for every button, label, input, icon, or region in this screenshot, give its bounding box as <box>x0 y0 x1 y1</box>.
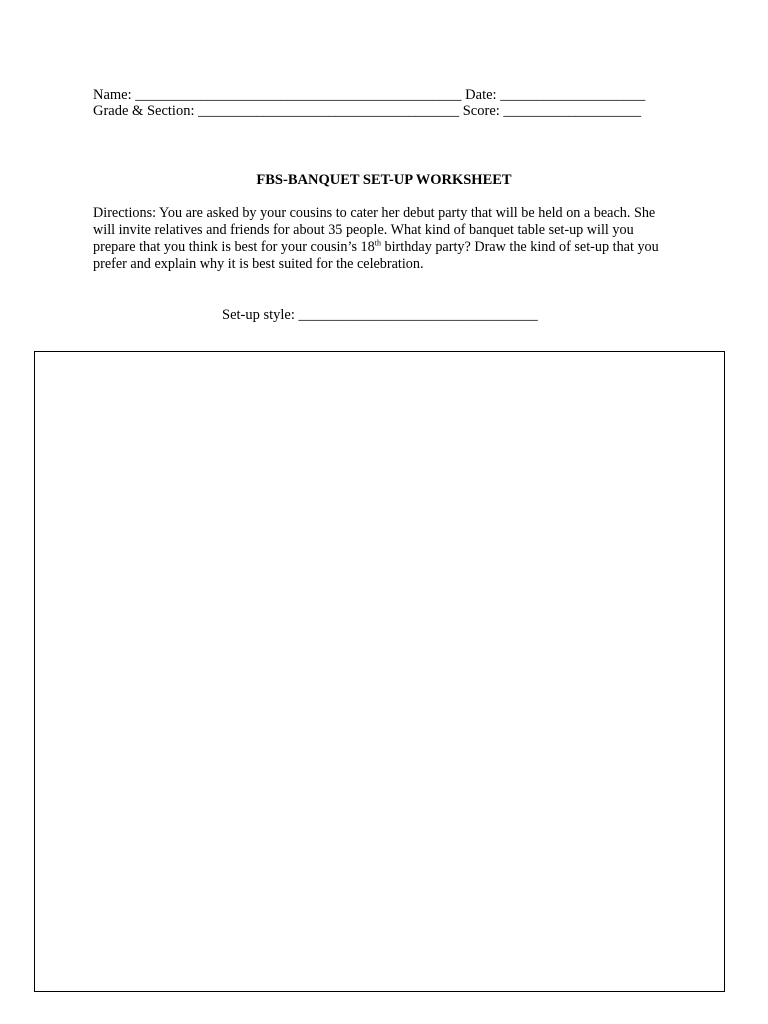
name-date-row <box>93 87 645 104</box>
setup-style-label: Set-up style: <box>222 307 295 323</box>
directions-text: prepare that you think is best for your cousin’s 18 <box>93 239 375 255</box>
directions-text: birthday party? Draw the kind of set-up that you <box>380 239 659 255</box>
name-label: Name: <box>93 87 132 103</box>
grade-section-label: Grade & Section: <box>93 103 195 119</box>
name-field[interactable]: _____________________________________________ <box>135 87 462 103</box>
date-label: Date: <box>465 87 497 103</box>
worksheet-title: FBS-BANQUET SET-UP WORKSHEET <box>256 172 512 188</box>
directions-line: prefer and explain why it is best suited for the celebration. <box>93 256 424 272</box>
grade-section-field[interactable]: ____________________________________ <box>198 103 460 119</box>
score-field[interactable]: ___________________ <box>503 103 642 119</box>
setup-style-row <box>222 306 538 324</box>
date-field[interactable]: ____________________ <box>500 87 646 103</box>
drawing-area[interactable] <box>34 351 725 992</box>
score-label: Score: <box>462 103 500 119</box>
directions-line: Directions: You are asked by your cousins to cater her debut party that will be held on a beach. She <box>93 205 656 221</box>
ordinal-suffix: th <box>374 238 381 248</box>
directions-line <box>93 239 673 256</box>
setup-style-field[interactable]: _________________________________ <box>298 307 538 323</box>
grade-score-row <box>93 103 641 120</box>
directions-line: will invite relatives and friends for about 35 people. What kind of banquet table set-up will you <box>93 222 634 238</box>
directions-paragraph <box>93 205 673 273</box>
